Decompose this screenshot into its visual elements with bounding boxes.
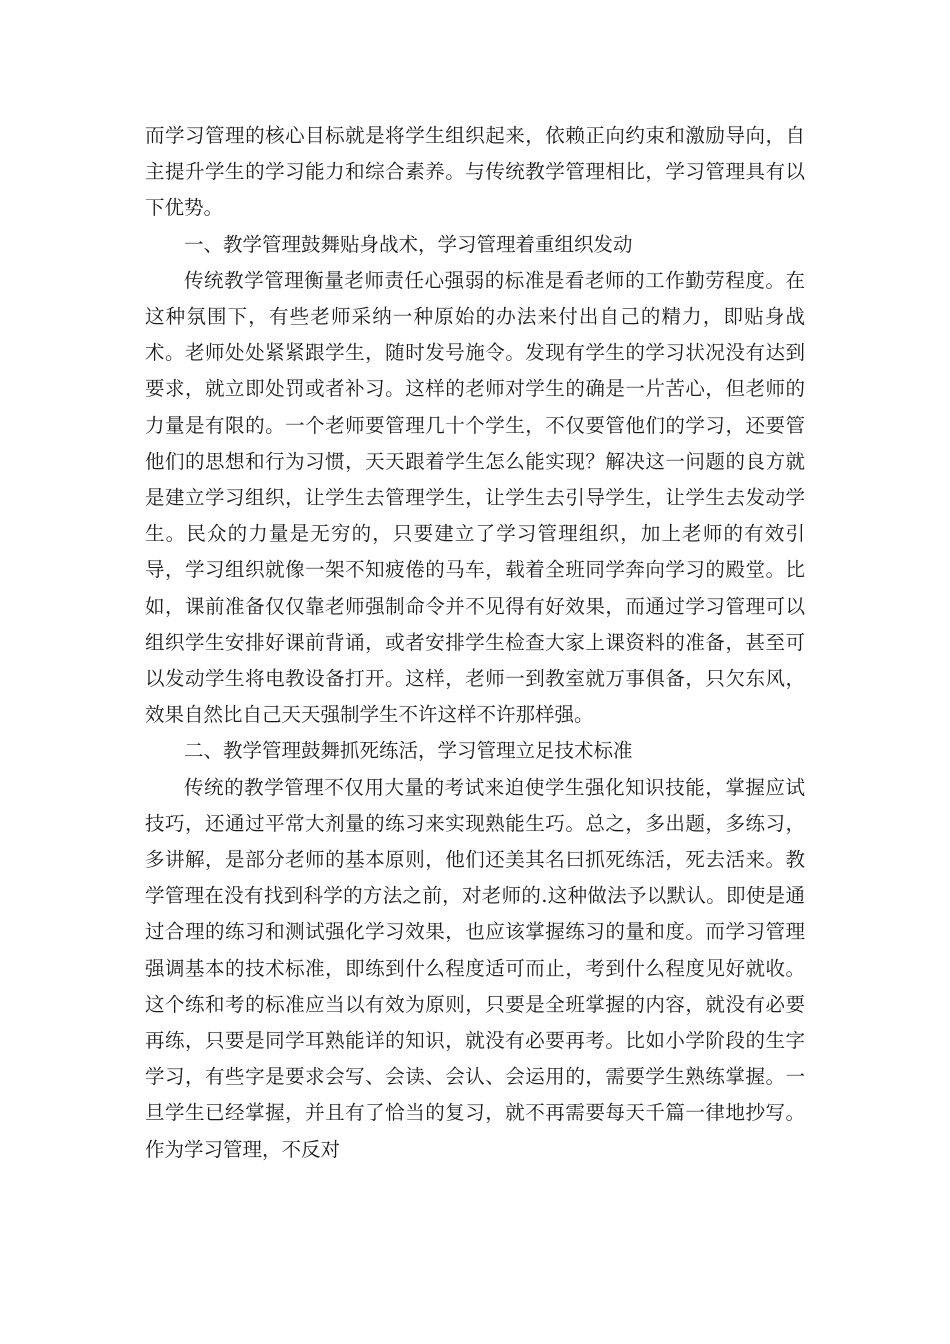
section-heading-2: 二、教学管理鼓舞抓死练活，学习管理立足技术标准 — [184, 739, 633, 763]
section-heading-1: 一、教学管理鼓舞贴身战术，学习管理着重组织发动 — [184, 232, 633, 256]
paragraph-intro: 而学习管理的核心目标就是将学生组织起来，依赖正向约束和激励导向，自主提升学生的学习能力和综合素养。与传统教学管理相比，学习管理具有以下优势。 — [145, 124, 805, 220]
paragraph-section-1: 传统教学管理衡量老师责任心强弱的标准是看老师的工作勤劳程度。在这种氛围下，有些老师采纳一种原始的办法来付出自己的精力，即贴身战术。老师处处紧紧跟学生，随时发号施令。发现有学生的学习状况没有达到要求，就立即处罚或者补习。这样的老师对学生的确是一片苦心，但老师的力量是有限的。一个老师要管理几十个学生，不仅要管他们的学习，还要管他们的思想和行为习惯，天天跟着学生怎么能实现？解决这一问题的良方就是建立学习组织，让学生去管理学生，让学生去引导学生，让学生去发动学生。民众的力量是无穷的，只要建立了学习管理组织，加上老师的有效引导，学习组织就像一架不知疲倦的马车，载着全班同学奔向学习的殿堂。比如，课前准备仅仅靠老师强制命令并不见得有好效果，而通过学习管理可以组织学生安排好课前背诵，或者安排学生检查大家上课资料的准备，甚至可以发动学生将电教设备打开。这样，老师一到教室就万事俱备，只欠东风，效果自然比自己天天强制学生不许这样不许那样强。 — [145, 268, 805, 727]
document-body — [145, 118, 805, 1168]
paragraph-section-2: 传统的教学管理不仅用大量的考试来迫使学生强化知识技能，掌握应试技巧，还通过平常大剂量的练习来实现熟能生巧。总之，多出题，多练习，多讲解，是部分老师的基本原则，他们还美其名曰抓死练活，死去活来。教学管理在没有找到科学的方法之前，对老师的.这种做法予以默认。即使是通过合理的练习和测试强化学习效果，也应该掌握练习的量和度。而学习管理强调基本的技术标准，即练到什么程度适可而止，考到什么程度见好就收。这个练和考的标准应当以有效为原则，只要是全班掌握的内容，就没有必要再练，只要是同学耳熟能详的知识，就没有必要再考。比如小学阶段的生字学习，有些字是要求会写、会读、会认、会运用的，需要学生熟练掌握。一旦学生已经掌握，并且有了恰当的复习，就不再需要每天千篇一律地抄写。作为学习管理，不反对 — [145, 775, 805, 1161]
